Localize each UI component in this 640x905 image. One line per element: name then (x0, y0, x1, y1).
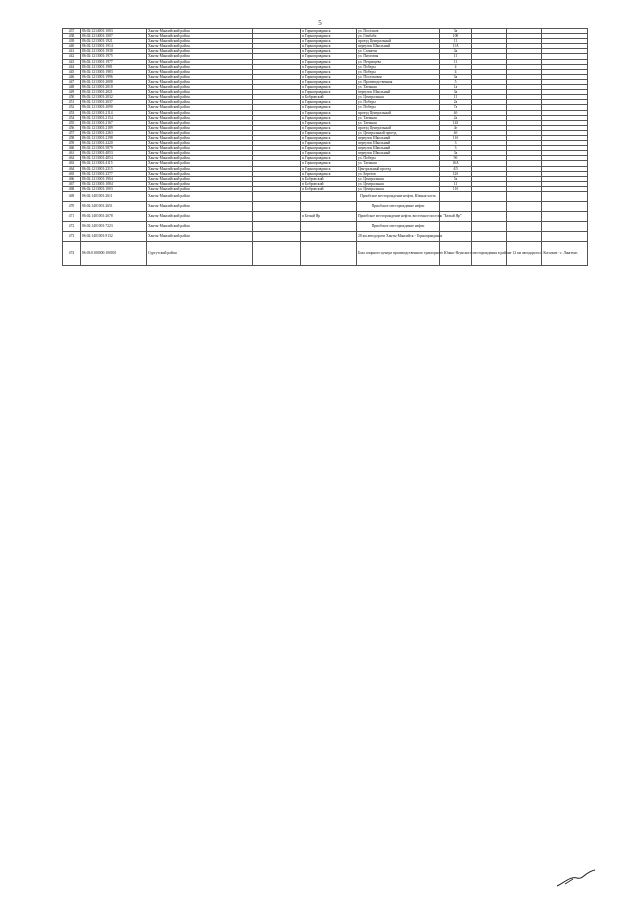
cadastral-number: 86:02:1213001:1996 (81, 74, 147, 79)
row-number: 453 (63, 110, 81, 115)
street-cell: ул. Победы (357, 156, 440, 161)
house-cell: 4 (440, 69, 472, 74)
street-cell: переулок Школьный (357, 90, 440, 95)
district-cell: Ханты-Мансийский район (147, 54, 253, 59)
cadastral-number: 86:02:1213001:2037 (81, 100, 147, 105)
street-cell: ул. Таежная (357, 115, 440, 120)
house-cell: 5а (440, 176, 472, 181)
street-cell: ул. Центральная (357, 186, 440, 191)
row-number: 472 (63, 222, 81, 232)
house-cell: 4б (440, 110, 472, 115)
row-number: 451 (63, 100, 81, 105)
district-cell: Ханты-Мансийский район (147, 141, 253, 146)
locality-cell: п Горноправдинск (301, 161, 357, 166)
locality-cell (301, 232, 357, 242)
structure-cell (507, 222, 542, 232)
table-row (63, 242, 588, 266)
settlement-cell (253, 222, 301, 232)
cadastral-number: 86:02:1213001:1983 (81, 69, 147, 74)
table-row (63, 192, 588, 202)
row-number: 440 (63, 44, 81, 49)
street-cell: ул. Березов (357, 171, 440, 176)
district-cell: Ханты-Мансийский район (147, 161, 253, 166)
row-number: 442 (63, 54, 81, 59)
table-row (63, 222, 588, 232)
locality-cell: п Горноправдинск (301, 79, 357, 84)
district-cell: Ханты-Мансийский район (147, 151, 253, 156)
district-cell: Ханты-Мансийский район (147, 146, 253, 151)
cadastral-number: 86:02:1213001:2008 (81, 79, 147, 84)
locality-cell: п Горноправдинск (301, 105, 357, 110)
street-cell: ул. Центральная (357, 95, 440, 100)
row-number: 445 (63, 69, 81, 74)
district-cell: Ханты-Мансийский район (147, 181, 253, 186)
street-cell: переулок Школьный (357, 151, 440, 156)
cadastral-number: 86:02:1213001:2167 (81, 120, 147, 125)
house-cell: 12б (440, 171, 472, 176)
locality-cell: п Горноправдинск (301, 171, 357, 176)
street-cell: ул. Победы (357, 69, 440, 74)
district-cell: Ханты-Мансийский район (147, 125, 253, 130)
house-cell: 11 (440, 95, 472, 100)
locality-cell: п Горноправдинск (301, 151, 357, 156)
cadastral-number: 86:02:1213001:2377 (81, 171, 147, 176)
row-number: 443 (63, 59, 81, 64)
row-number: 457 (63, 130, 81, 135)
cadastral-number: 86:02:1213001:4053 (81, 151, 147, 156)
row-number: 469 (63, 192, 81, 202)
street-cell: ул. Гамбаба (357, 34, 440, 39)
cadastral-number: 86:03:0100000:100001 (81, 242, 147, 266)
row-number: 446 (63, 74, 81, 79)
row-number: 448 (63, 85, 81, 90)
house-cell: 11б (440, 186, 472, 191)
district-cell: Ханты-Мансийский район (147, 79, 253, 84)
row-number: 459 (63, 141, 81, 146)
district-cell: Ханты-Мансийский район (147, 39, 253, 44)
locality-cell: п Горноправдинск (301, 85, 357, 90)
district-cell: Ханты-Мансийский район (147, 135, 253, 140)
district-cell: Ханты-Мансийский район (147, 64, 253, 69)
cadastral-number: 86:02:1213001:2198 (81, 135, 147, 140)
row-number: 473 (63, 232, 81, 242)
street-cell: проезд Центральный (357, 125, 440, 130)
cadastral-number: 86:02:1213001:1003 (81, 186, 147, 191)
row-number: 450 (63, 95, 81, 100)
district-cell: Ханты-Мансийский район (147, 186, 253, 191)
locality-cell: п Горноправдинск (301, 69, 357, 74)
street-cell: Приобское месторождение нефти, восточное поселок "Белый Яр" (357, 212, 440, 222)
settlement-cell (253, 232, 301, 242)
row-number: 461 (63, 151, 81, 156)
street-cell: проезд Центральный (357, 110, 440, 115)
street-cell: ул. Победы (357, 105, 440, 110)
house-cell (440, 222, 472, 232)
cadastral-number: 86:02:1213001:2315 (81, 166, 147, 171)
row-number: 464 (63, 166, 81, 171)
street-cell: ул. Поселковая (357, 74, 440, 79)
row-number: 468 (63, 186, 81, 191)
cadastral-number: 86:02:1214001:1003 (81, 29, 147, 34)
street-cell: ул. Центральный проезд (357, 130, 440, 135)
street-cell: База опорного центра производственного тракторного Южно-Ягунского месторождения в районе 12 км автодороги г. Когалым - г. Лангепас (357, 242, 440, 266)
district-cell: Ханты-Мансийский район (147, 34, 253, 39)
street-cell: ул. Победы (357, 100, 440, 105)
cadastral-number: 86:02:1213001:5879 (81, 146, 147, 151)
registry-table-body (63, 29, 588, 266)
street-cell: ул. Таежная (357, 120, 440, 125)
house-cell (440, 202, 472, 212)
cadastral-number: 86:02:1213001:2032 (81, 95, 147, 100)
house-cell (440, 232, 472, 242)
row-number: 439 (63, 39, 81, 44)
district-cell: Ханты-Мансийский район (147, 44, 253, 49)
street-cell: Центральный проезд (357, 166, 440, 171)
settlement-cell (253, 242, 301, 266)
locality-cell: п Горноправдинск (301, 74, 357, 79)
row-number: 447 (63, 79, 81, 84)
house-cell: 4г (440, 125, 472, 130)
structure-cell (507, 192, 542, 202)
table-row (63, 232, 588, 242)
row-number: 454 (63, 115, 81, 120)
row-number: 437 (63, 29, 81, 34)
room-cell (542, 192, 588, 202)
street-cell: ул. Центральная (357, 176, 440, 181)
row-number: 449 (63, 90, 81, 95)
building-cell (472, 192, 507, 202)
house-cell: 3а (440, 90, 472, 95)
district-cell: Ханты-Мансийский район (147, 115, 253, 120)
cadastral-number: 86:02:1213001:1975 (81, 54, 147, 59)
locality-cell: п Горноправдинск (301, 135, 357, 140)
locality-cell (301, 202, 357, 212)
locality-cell: п Горноправдинск (301, 146, 357, 151)
street-cell: переулок Школьный (357, 44, 440, 49)
table-row (63, 212, 588, 222)
street-cell: ул. Центральная (357, 181, 440, 186)
house-cell: 3а (440, 29, 472, 34)
structure-cell (507, 232, 542, 242)
street-cell: ул. Петрищева (357, 59, 440, 64)
house-cell: 5 (440, 79, 472, 84)
street-cell: переулок Школьный (357, 135, 440, 140)
locality-cell: п Горноправдинск (301, 34, 357, 39)
room-cell (542, 222, 588, 232)
locality-cell: п Белый Яр (301, 212, 357, 222)
street-cell: Приобское месторождение нефти (357, 202, 440, 212)
locality-cell: п Горноправдинск (301, 39, 357, 44)
settlement-cell (253, 212, 301, 222)
district-cell: Ханты-Мансийский район (147, 232, 253, 242)
row-number: 458 (63, 135, 81, 140)
house-cell: 16А (440, 161, 472, 166)
house-cell (440, 192, 472, 202)
house-cell: 11 (440, 59, 472, 64)
district-cell: Ханты-Мансийский район (147, 222, 253, 232)
cadastral-number: 86:02:1213001:1921 (81, 39, 147, 44)
house-cell: 3а (440, 49, 472, 54)
house-cell: 11 (440, 39, 472, 44)
house-cell: 2а (440, 100, 472, 105)
street-cell: переулок Школьный (357, 141, 440, 146)
building-cell (472, 222, 507, 232)
locality-cell: п Бобровский (301, 176, 357, 181)
table-row (63, 202, 588, 212)
locality-cell: п Горноправдинск (301, 125, 357, 130)
locality-cell: п Горноправдинск (301, 64, 357, 69)
cadastral-number: 86:02:1213001:1914 (81, 44, 147, 49)
cadastral-number: 86:02:1213001:1981 (81, 64, 147, 69)
locality-cell (301, 222, 357, 232)
cadastral-number: 86:02:1213001:1938 (81, 49, 147, 54)
locality-cell: п Горноправдинск (301, 130, 357, 135)
district-cell: Ханты-Мансийский район (147, 110, 253, 115)
street-cell: ул. Производственная (357, 79, 440, 84)
row-number: 456 (63, 125, 81, 130)
house-cell: 2а (440, 115, 472, 120)
house-cell: 4/5 (440, 166, 472, 171)
district-cell: Ханты-Мансийский район (147, 192, 253, 202)
cadastral-number: 86:02:1401001:2611 (81, 192, 147, 202)
street-cell: ул. Поселков (357, 29, 440, 34)
house-cell: 100 (440, 34, 472, 39)
street-cell: ул. Победы (357, 64, 440, 69)
house-cell: 1а (440, 85, 472, 90)
row-number: 438 (63, 34, 81, 39)
cadastral-number: 86:02:1213001:2263 (81, 130, 147, 135)
locality-cell: п Горноправдинск (301, 110, 357, 115)
locality-cell: п Горноправдинск (301, 115, 357, 120)
locality-cell: п Горноправдинск (301, 49, 357, 54)
row-number: 463 (63, 161, 81, 166)
house-cell: 7а (440, 105, 472, 110)
district-cell: Ханты-Мансийский район (147, 105, 253, 110)
cadastral-number: 86:02:1213001:2220 (81, 141, 147, 146)
street-cell: 28 км автодороги Ханты-Мансийск - Горноправдинск (357, 232, 440, 242)
house-cell: 3 (440, 146, 472, 151)
cadastral-number: 86:02:1214001:1007 (81, 34, 147, 39)
cadastral-number: 86:02:1213001:2154 (81, 115, 147, 120)
district-cell: Сургутский район (147, 242, 253, 266)
room-cell (542, 212, 588, 222)
cadastral-number: 86:02:1213001:4115 (81, 161, 147, 166)
locality-cell: п Горноправдинск (301, 90, 357, 95)
house-cell: 3 (440, 141, 472, 146)
cadastral-number: 86:02:1213001:1977 (81, 59, 147, 64)
house-cell: 4 (440, 64, 472, 69)
district-cell: Ханты-Мансийский район (147, 166, 253, 171)
house-cell: 11б (440, 135, 472, 140)
building-cell (472, 212, 507, 222)
cadastral-number: 86:02:1213001:2021 (81, 90, 147, 95)
row-number: 471 (63, 212, 81, 222)
house-cell: 11 (440, 181, 472, 186)
locality-cell: п Бобровский (301, 181, 357, 186)
district-cell: Ханты-Мансийский район (147, 74, 253, 79)
locality-cell (301, 242, 357, 266)
locality-cell: п Горноправдинск (301, 166, 357, 171)
district-cell: Ханты-Мансийский район (147, 212, 253, 222)
cadastral-number: 86:02:1401001:2678 (81, 212, 147, 222)
district-cell: Ханты-Мансийский район (147, 85, 253, 90)
cadastral-number: 86:02:1213001:2090 (81, 105, 147, 110)
district-cell: Ханты-Мансийский район (147, 120, 253, 125)
cadastral-number: 86:02:1213001:2114 (81, 110, 147, 115)
row-number: 460 (63, 146, 81, 151)
structure-cell (507, 212, 542, 222)
locality-cell: п Горноправдинск (301, 100, 357, 105)
locality-cell: п Горноправдинск (301, 156, 357, 161)
street-cell: Приобское месторождение нефти (357, 222, 440, 232)
street-cell: Приобское месторождение нефти, Южная часть (357, 192, 440, 202)
district-cell: Ханты-Мансийский район (147, 171, 253, 176)
house-cell: 11А (440, 44, 472, 49)
street-cell: ул. Пихтовая (357, 54, 440, 59)
row-number: 474 (63, 242, 81, 266)
locality-cell: п Бобровский (301, 186, 357, 191)
locality-cell: п Горноправдинск (301, 59, 357, 64)
district-cell: Ханты-Мансийский район (147, 156, 253, 161)
street-cell: ул. Солнечн (357, 49, 440, 54)
room-cell (542, 232, 588, 242)
room-cell (542, 202, 588, 212)
house-cell: 11 (440, 54, 472, 59)
house-cell: 4б (440, 130, 472, 135)
street-cell: ул. Таежная (357, 161, 440, 166)
cadastral-number: 86:02:1401001:2651 (81, 202, 147, 212)
locality-cell: п Горноправдинск (301, 44, 357, 49)
locality-cell: п Горноправдинск (301, 120, 357, 125)
locality-cell: п Горноправдинск (301, 54, 357, 59)
settlement-cell (253, 192, 301, 202)
cadastral-number: 86:02:1213001:1084 (81, 181, 147, 186)
row-number: 462 (63, 156, 81, 161)
district-cell: Ханты-Мансийский район (147, 69, 253, 74)
locality-cell: п Горноправдинск (301, 29, 357, 34)
row-number: 444 (63, 64, 81, 69)
district-cell: Ханты-Мансийский район (147, 95, 253, 100)
district-cell: Ханты-Мансийский район (147, 29, 253, 34)
street-cell: проезд Центральный (357, 39, 440, 44)
cadastral-number: 86:02:1401001:9132 (81, 232, 147, 242)
locality-cell: п Горноправдинск (301, 141, 357, 146)
row-number: 441 (63, 49, 81, 54)
house-cell: 3а (440, 151, 472, 156)
district-cell: Ханты-Мансийский район (147, 90, 253, 95)
cadastral-number: 86:02:1213001:2010 (81, 85, 147, 90)
building-cell (472, 202, 507, 212)
district-cell: Ханты-Мансийский район (147, 59, 253, 64)
structure-cell (507, 202, 542, 212)
row-number: 455 (63, 120, 81, 125)
row-number: 470 (63, 202, 81, 212)
cadastral-number: 86:02:1213001:1904 (81, 176, 147, 181)
cadastral-number: 86:02:1213001:2189 (81, 125, 147, 130)
row-number: 467 (63, 181, 81, 186)
row-number: 466 (63, 176, 81, 181)
district-cell: Ханты-Мансийский район (147, 130, 253, 135)
street-cell: переулок Школьный (357, 146, 440, 151)
registry-table (62, 28, 588, 266)
house-cell: 9б (440, 156, 472, 161)
district-cell: Ханты-Мансийский район (147, 176, 253, 181)
row-number: 452 (63, 105, 81, 110)
settlement-cell (253, 202, 301, 212)
house-cell: 3а (440, 74, 472, 79)
street-cell: ул. Таежная (357, 85, 440, 90)
locality-cell (301, 192, 357, 202)
cadastral-number: 86:02:1213001:4054 (81, 156, 147, 161)
district-cell: Ханты-Мансийский район (147, 49, 253, 54)
signature-mark (555, 866, 599, 890)
district-cell: Ханты-Мансийский район (147, 202, 253, 212)
district-cell: Ханты-Мансийский район (147, 100, 253, 105)
building-cell (472, 232, 507, 242)
cadastral-number: 86:02:1401001:7223 (81, 222, 147, 232)
locality-cell: п Бобровский (301, 95, 357, 100)
row-number: 465 (63, 171, 81, 176)
house-cell: 143 (440, 120, 472, 125)
page-number: 5 (318, 19, 322, 27)
